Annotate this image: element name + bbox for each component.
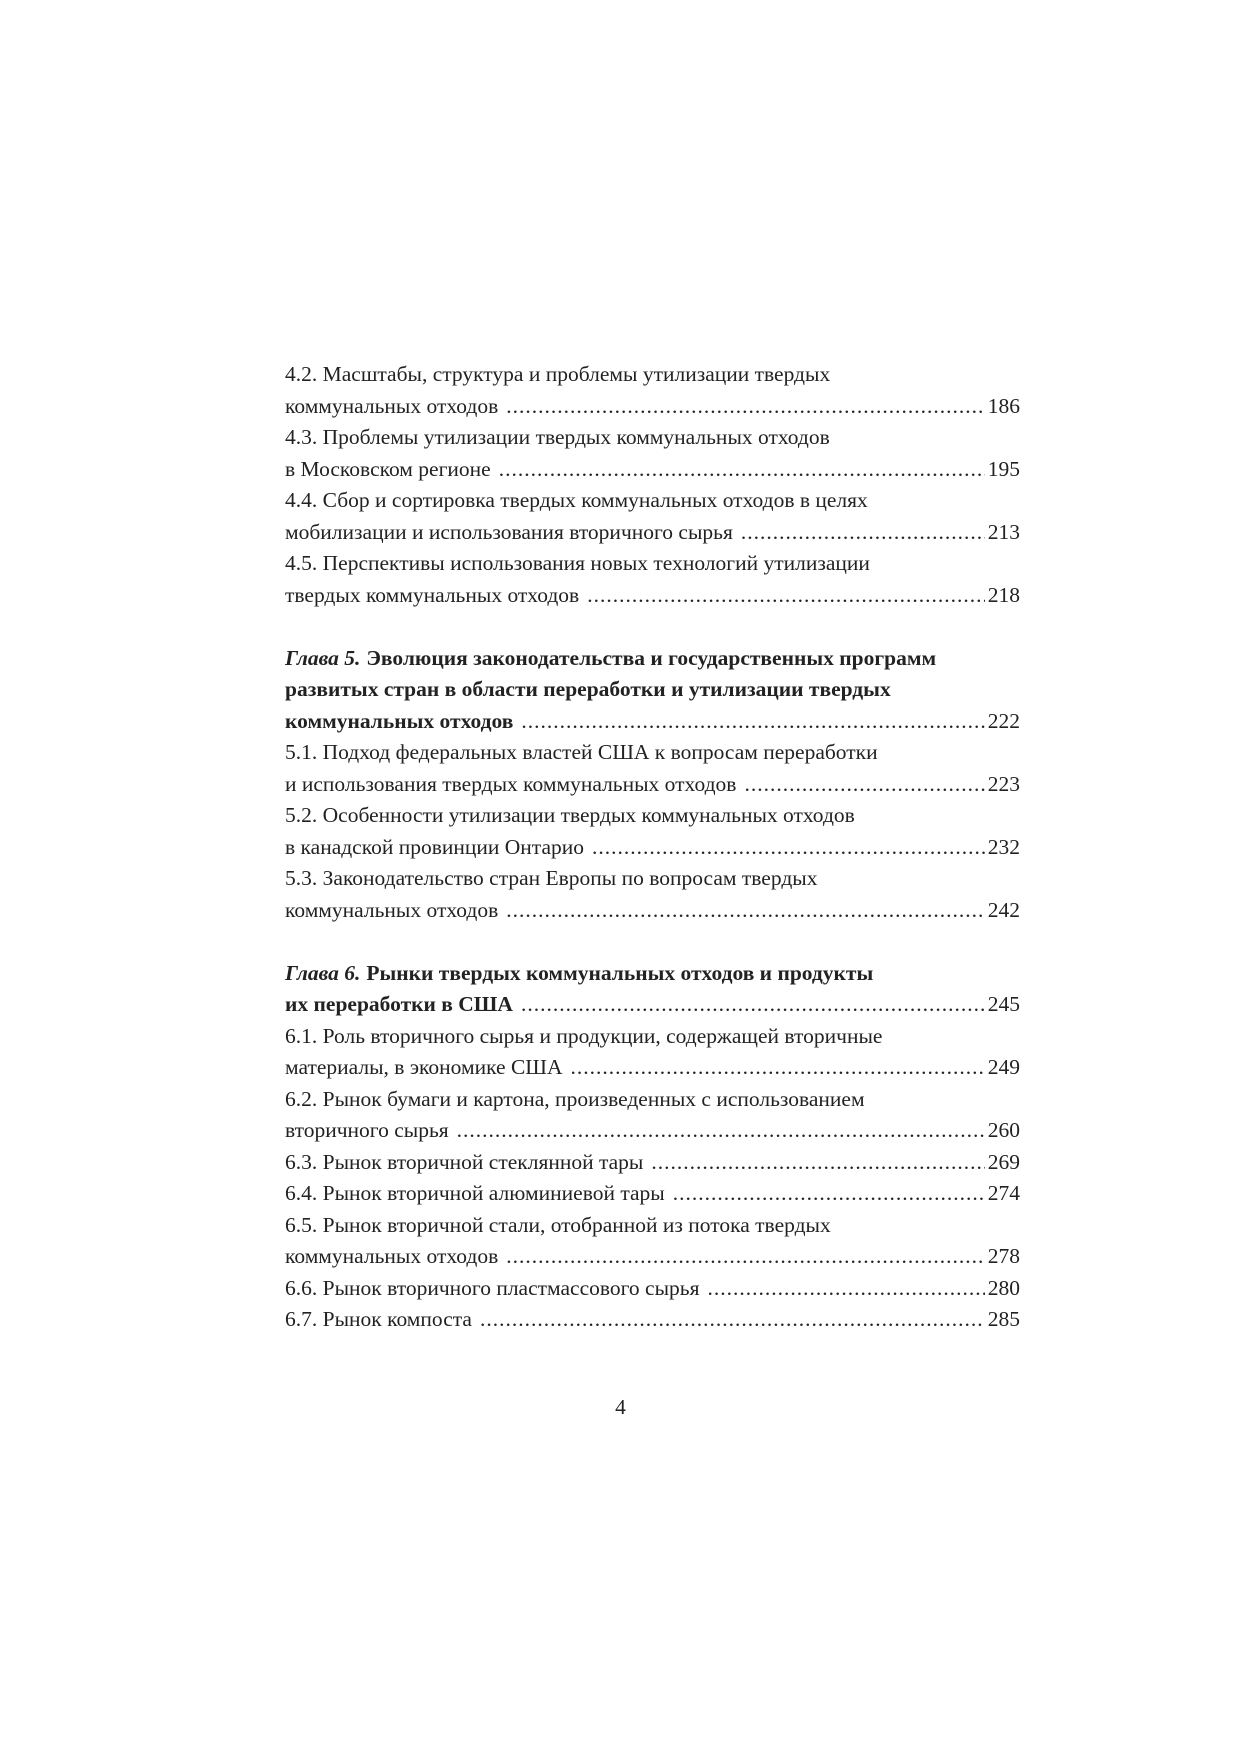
chapter-label: Глава 6. (285, 960, 361, 985)
entry-title-text: твердых коммунальных отходов (285, 582, 580, 607)
entry-title-text: 5.3. Законодательство стран Европы по вопросам твердых (285, 866, 818, 890)
toc-line (285, 958, 1020, 990)
entry-title-text: 4.2. Масштабы, структура и проблемы утилизации твердых (285, 362, 831, 386)
toc-section-entry (285, 1147, 1020, 1179)
entry-title-text: 5.2. Особенности утилизации твердых коммунальных отходов (285, 803, 855, 827)
page-ref: 242 (987, 897, 1020, 922)
dot-leader (480, 1304, 985, 1336)
toc-line (285, 1210, 1020, 1242)
toc-line (285, 800, 1020, 832)
entry-title-text: 6.7. Рынок компоста (285, 1307, 472, 1331)
toc-line (285, 1178, 1020, 1210)
entry-title-text: 6.2. Рынок бумаги и картона, произведенных с использованием (285, 1086, 865, 1111)
dot-leader (571, 1052, 985, 1084)
dot-leader (673, 1178, 985, 1210)
toc-line (285, 674, 1020, 706)
entry-title-text: коммунальных отходов (285, 897, 499, 922)
entry-title-text: 6.5. Рынок вторичной стали, отобранной из потока твердых (285, 1212, 831, 1237)
toc-section-entry (285, 1084, 1020, 1147)
dot-leader (741, 517, 985, 549)
table-of-contents (285, 359, 1020, 1336)
toc-section-entry (285, 1178, 1020, 1210)
toc-section-entry (285, 737, 1020, 800)
page-ref: 278 (987, 1244, 1020, 1268)
page-ref: 195 (987, 456, 1020, 481)
toc-chapter-entry (285, 958, 1020, 1021)
toc-line (285, 1115, 1020, 1147)
toc-section-entry (285, 863, 1020, 926)
dot-leader (744, 769, 984, 801)
dot-leader (506, 895, 984, 927)
entry-title-text: в Московском регионе (285, 456, 491, 481)
dot-leader (521, 989, 985, 1021)
dot-leader (506, 1241, 984, 1273)
toc-section-entry (285, 359, 1020, 422)
entry-title-text: и использования твердых коммунальных отходов (285, 771, 737, 796)
toc-chapter-entry (285, 643, 1020, 738)
toc-section-entry (285, 548, 1020, 611)
page-ref: 222 (987, 708, 1020, 733)
entry-title-text: 5.1. Подход федеральных властей США к вопросам переработки (285, 740, 878, 764)
entry-title-text: развитых стран в области переработки и утилизации твердых (285, 677, 891, 701)
entry-title-text: мобилизации и использования вторичного сырья (285, 519, 733, 544)
page-ref: 249 (987, 1055, 1020, 1079)
page-ref: 274 (987, 1181, 1020, 1205)
entry-title-text: 4.3. Проблемы утилизации твердых коммунальных отходов (285, 425, 830, 449)
entry-title-text: вторичного сырья (285, 1118, 449, 1142)
toc-line (285, 832, 1020, 864)
toc-line (285, 1052, 1020, 1084)
toc-line (285, 391, 1020, 423)
dot-leader (521, 706, 984, 738)
entry-title-text: 6.4. Рынок вторичной алюминиевой тары (285, 1181, 665, 1205)
toc-section-entry (285, 1210, 1020, 1273)
entry-title-text: Эволюция законодательства и государственных программ (366, 645, 937, 670)
page-number: 4 (615, 1395, 626, 1419)
entry-title-text: коммунальных отходов (285, 1244, 499, 1268)
toc-line (285, 517, 1020, 549)
toc-section-entry (285, 800, 1020, 863)
page-ref: 232 (987, 834, 1020, 859)
toc-line (285, 485, 1020, 517)
dot-leader (587, 580, 985, 612)
chapter-label: Глава 5. (285, 645, 361, 670)
toc-line (285, 895, 1020, 927)
page-ref: 218 (987, 582, 1020, 607)
page-ref: 245 (987, 992, 1020, 1016)
toc-line (285, 1241, 1020, 1273)
page-ref: 186 (987, 393, 1020, 418)
dot-leader (592, 832, 985, 864)
page-ref: 285 (987, 1307, 1020, 1331)
toc-line (285, 863, 1020, 895)
entry-title-text: Рынки твердых коммунальных отходов и продукты (366, 960, 874, 985)
page-ref: 223 (987, 771, 1020, 796)
page-ref: 280 (987, 1275, 1020, 1300)
toc-line (285, 359, 1020, 391)
entry-title-text: материалы, в экономике США (285, 1055, 563, 1079)
toc-line (285, 1273, 1020, 1305)
dot-leader (499, 454, 985, 486)
entry-title-text: 6.1. Роль вторичного сырья и продукции, содержащей вторичные (285, 1023, 883, 1048)
toc-section-entry (285, 1273, 1020, 1305)
toc-section-entry (285, 1304, 1020, 1336)
entry-title-text: их переработки в США (285, 992, 513, 1016)
toc-line (285, 422, 1020, 454)
section-spacer (285, 926, 1020, 958)
entry-title-text: 6.6. Рынок вторичного пластмассового сырья (285, 1275, 700, 1300)
toc-line (285, 548, 1020, 580)
entry-title-text: в канадской провинции Онтарио (285, 834, 585, 859)
dot-leader (707, 1273, 984, 1305)
page-ref: 260 (987, 1118, 1020, 1142)
toc-line (285, 706, 1020, 738)
toc-section-entry (285, 1021, 1020, 1084)
toc-line (285, 1147, 1020, 1179)
toc-line (285, 737, 1020, 769)
toc-line (285, 769, 1020, 801)
entry-title-text: 4.4. Сбор и сортировка твердых коммунальных отходов в целях (285, 488, 868, 512)
toc-line (285, 580, 1020, 612)
toc-line (285, 1021, 1020, 1053)
entry-title-text: коммунальных отходов (285, 393, 499, 418)
dot-leader (651, 1147, 984, 1179)
page-ref: 213 (987, 519, 1020, 544)
entry-title-text: 6.3. Рынок вторичной стеклянной тары (285, 1149, 644, 1174)
toc-line (285, 643, 1020, 675)
toc-line (285, 1084, 1020, 1116)
section-spacer (285, 611, 1020, 643)
dot-leader (506, 391, 984, 423)
dot-leader (457, 1115, 985, 1147)
toc-section-entry (285, 485, 1020, 548)
toc-line (285, 454, 1020, 486)
toc-line (285, 1304, 1020, 1336)
entry-title-text: 4.5. Перспективы использования новых технологий утилизации (285, 551, 870, 575)
toc-line (285, 989, 1020, 1021)
toc-section-entry (285, 422, 1020, 485)
entry-title-text: коммунальных отходов (285, 708, 514, 733)
page-ref: 269 (987, 1149, 1020, 1174)
